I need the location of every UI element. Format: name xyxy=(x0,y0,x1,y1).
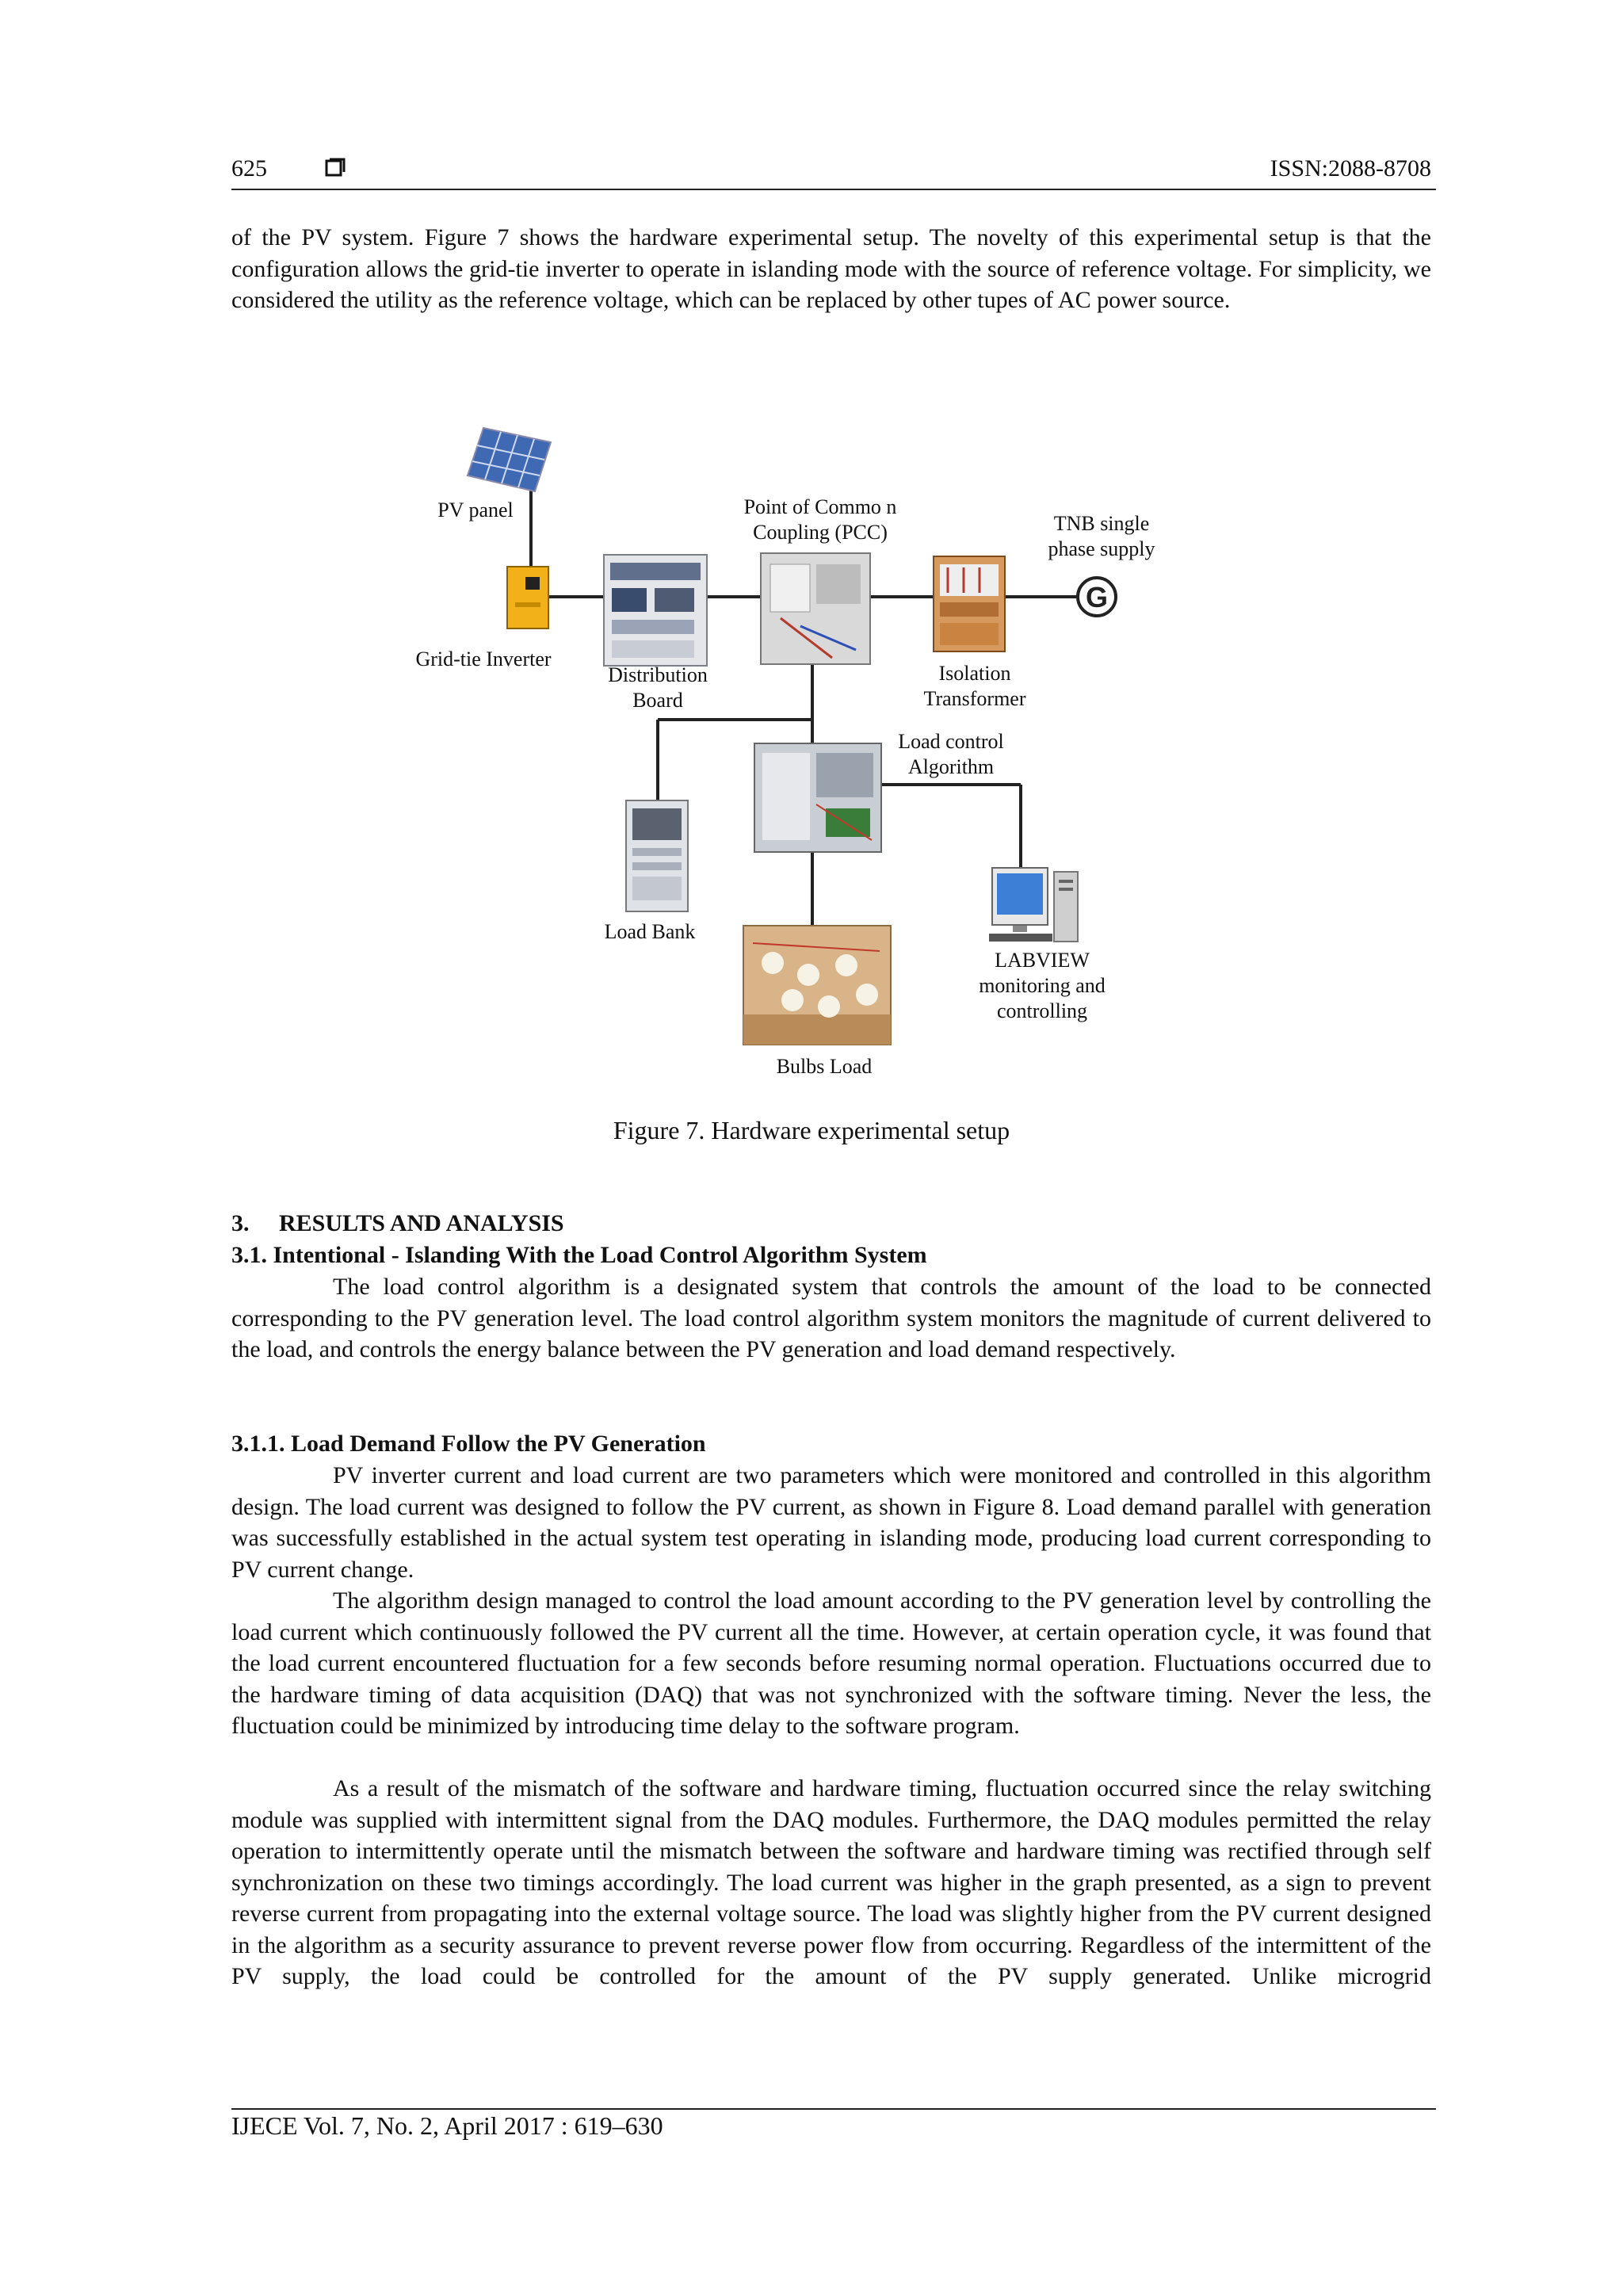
label-pcc xyxy=(721,495,919,545)
subsubsection-heading: 3.1.1. Load Demand Follow the PV Generation xyxy=(231,1431,706,1457)
load-bank-icon xyxy=(626,800,688,911)
generator-label: G xyxy=(1085,581,1109,613)
label-pcc-line2: Coupling (PCC) xyxy=(753,521,888,544)
paragraph-4: As a result of the mismatch of the software and hardware timing, fluctuation occurred since the relay switching module was supplied with intermittent signal from the DAQ modules. Furthermore, the DAQ modules permitted the relay operation to intermittently operate until the mismatch between the software and hardware timing was rectified through self synchronization on these two timings accordingly. The load current was higher in the graph presented, as a sign to prevent reverse current from propagating into the external voltage source. The load was slightly higher from the PV current designed in the algorithm as a security assurance to prevent reverse power flow from occurring. Regardless of the intermittent of the PV supply, the load could be controlled for the amount of the PV supply generated. Unlike microgrid xyxy=(231,1775,1431,1989)
label-tnb-line1: TNB single xyxy=(1053,512,1150,535)
paragraph-1: The load control algorithm is a designated system that controls the amount of the load to be connected corresponding to the PV generation level. The load control algorithm system monitors the magnitude of current delivered to the load, and controls the energy balance between the PV generation and load demand respectively. xyxy=(231,1274,1431,1362)
load-control-algorithm-icon xyxy=(754,743,881,852)
page-number: 625 xyxy=(231,155,267,181)
label-load-control xyxy=(880,729,1022,780)
label-dist-line1: Distribution xyxy=(608,663,708,686)
section-heading: 3. RESULTS AND ANALYSIS xyxy=(231,1210,564,1236)
label-iso-line2: Transformer xyxy=(923,687,1026,710)
label-distribution xyxy=(590,663,725,713)
label-lca-line2: Algorithm xyxy=(907,755,995,778)
label-labview xyxy=(959,948,1125,1024)
label-inverter: Grid-tie Inverter xyxy=(415,648,552,670)
figure-7 xyxy=(0,0,1623,1110)
label-lab-line3: controlling xyxy=(996,999,1088,1022)
label-isolation xyxy=(903,661,1046,712)
intro-paragraph: of the PV system. Figure 7 shows the hardware experimental setup. The novelty of this experimental setup is that the configuration allows the grid-tie inverter to operate in islanding mode with the source of reference voltage. For simplicity, we considered the utility as the reference voltage, which can be replaced by other tupes of AC power source. xyxy=(231,224,1431,313)
label-dist-line2: Board xyxy=(632,689,683,712)
generator-icon xyxy=(1078,578,1116,616)
grid-tie-inverter-icon xyxy=(507,567,548,628)
label-load-bank: Load Bank xyxy=(604,920,696,943)
setup-diagram xyxy=(0,0,1623,1110)
label-lab-line2: monitoring and xyxy=(979,974,1106,997)
paragraph-3: The algorithm design managed to control the load amount according to the PV generation level by controlling the load current which continuously followed the PV current all the time. However, at certain operation cycle, it was found that the load current encountered fluctuation for a few seconds before resuming normal operation. Fluctuations occurred due to the hardware timing of data acquisition (DAQ) that was not synchronized with the software timing. Never the less, the fluctuation could be minimized by introducing time delay to the software program. xyxy=(231,1587,1431,1739)
label-tnb xyxy=(1022,511,1181,562)
label-iso-line1: Isolation xyxy=(938,662,1011,685)
bulbs-load-icon xyxy=(743,926,891,1045)
footer-citation: IJECE Vol. 7, No. 2, April 2017 : 619–630 xyxy=(231,2111,663,2140)
labview-pc-icon xyxy=(989,868,1078,942)
subsection-heading: 3.1. Intentional - Islanding With the Load Control Algorithm System xyxy=(231,1242,927,1268)
footer-rule xyxy=(231,2108,1436,2110)
figure-caption: Figure 7. Hardware experimental setup xyxy=(613,1116,1010,1144)
distribution-board-icon xyxy=(604,555,707,666)
paragraph-2: PV inverter current and load current are two parameters which were monitored and controlled in this algorithm design. The load current was designed to follow the PV current, as shown in Figure 8. Load demand parallel with generation was successfully established in the actual system test operating in islanding mode, producing load current corresponding to PV current change. xyxy=(231,1462,1431,1583)
pcc-icon xyxy=(761,553,870,664)
isolation-transformer-icon xyxy=(934,556,1005,651)
label-pv-panel: PV panel xyxy=(437,499,514,521)
label-lab-line1: LABVIEW xyxy=(995,949,1090,972)
label-lca-line1: Load control xyxy=(898,730,1004,753)
issn: ISSN:2088-8708 xyxy=(1270,155,1431,181)
label-tnb-line2: phase supply xyxy=(1048,537,1155,560)
label-bulbs: Bulbs Load xyxy=(776,1055,873,1078)
pv-panel-icon xyxy=(468,428,551,491)
label-pcc-line1: Point of Commo n xyxy=(743,495,897,518)
